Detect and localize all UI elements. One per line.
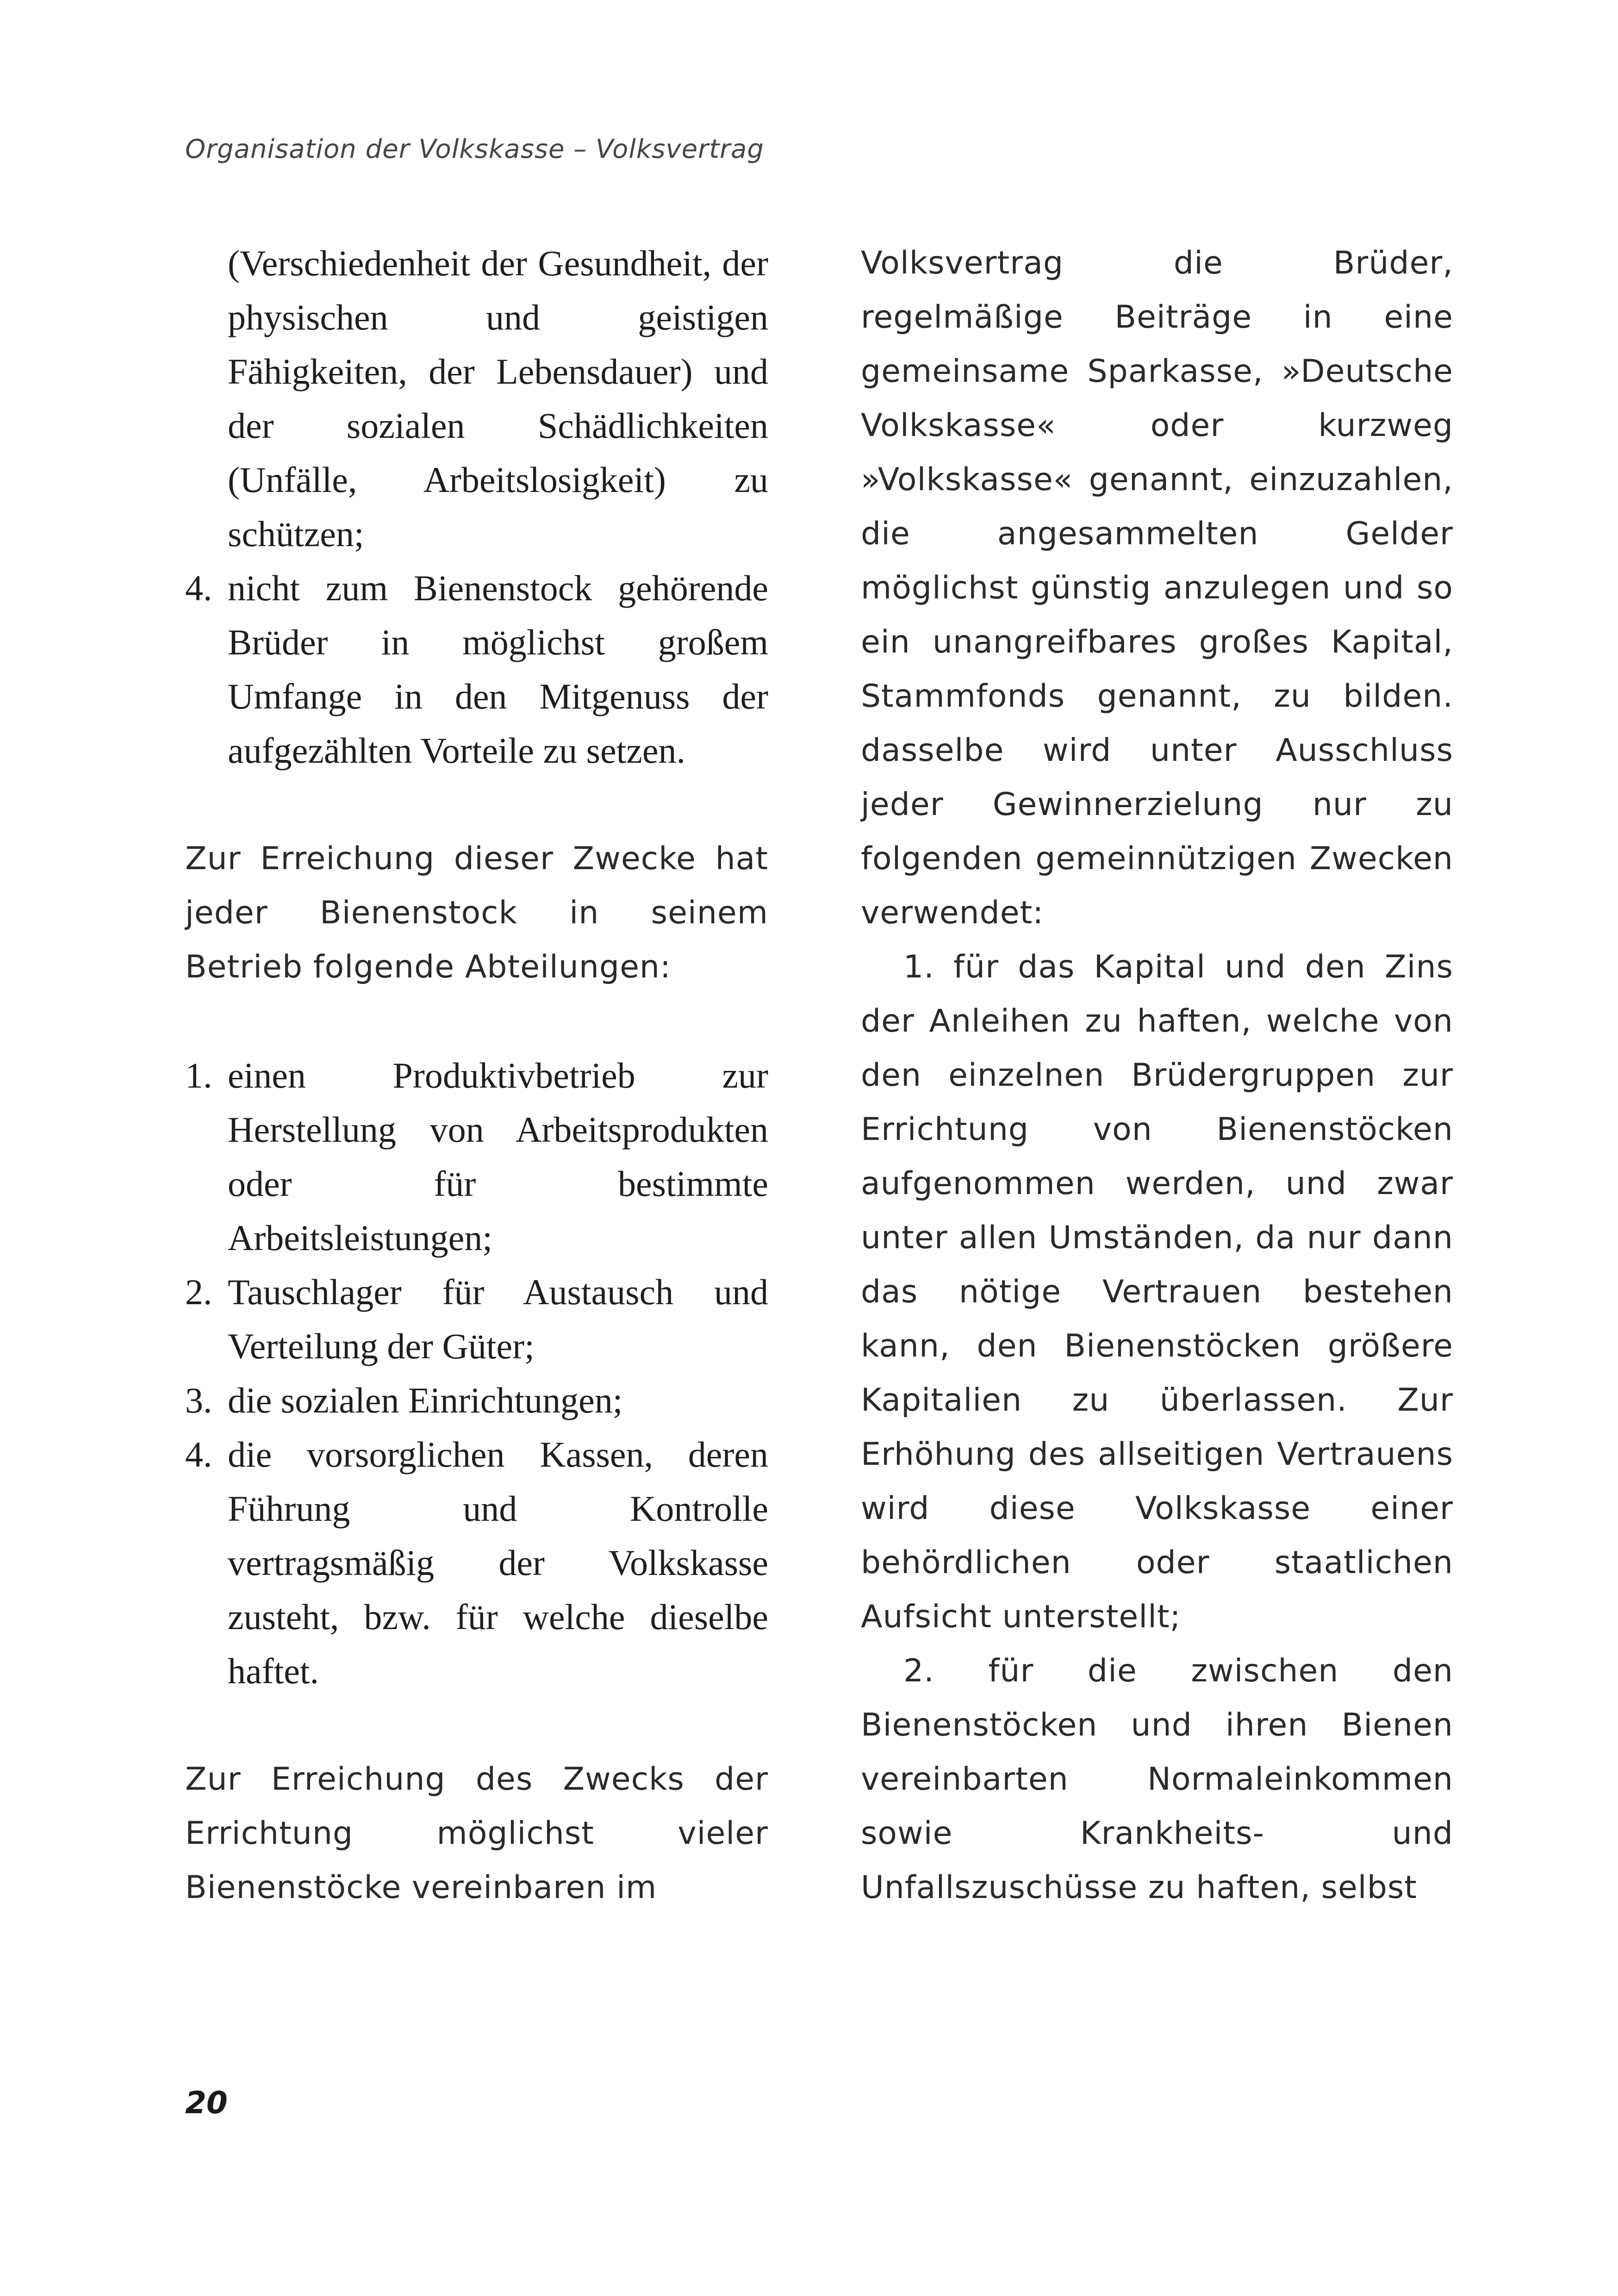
list-item-text: nicht zum Bienenstock gehörende Brüder in möglichst großem Umfange in den Mitgenuss der aufgezählten Vorteile zu setzen.	[228, 568, 768, 771]
paragraph-departments: Zur Erreichung dieser Zwecke hat jeder Bienenstock in seinem Betrieb folgende Abteilungen:	[185, 840, 768, 985]
list-item-text: einen Produktivbetrieb zur Herstellung von Arbeitsprodukten oder für bestimmte Arbeitsleistungen;	[228, 1055, 768, 1258]
left-column	[185, 236, 768, 1915]
list-item-number: 2.	[185, 1272, 212, 1312]
list-item-text: die sozialen Einrichtungen;	[228, 1380, 623, 1420]
paragraph-agreement: Zur Erreichung des Zwecks der Errichtung möglichst vieler Bienenstöcke vereinbaren im	[185, 1761, 768, 1906]
list-item	[185, 1373, 768, 1427]
right-column	[861, 236, 1453, 1915]
departments-list	[185, 1048, 768, 1698]
list-item-number: 1.	[185, 1055, 212, 1095]
list-item	[185, 1048, 768, 1265]
list-item-text: Tauschlager für Austausch und Verteilung der Güter;	[228, 1272, 768, 1366]
list-item-number: 4.	[185, 1434, 212, 1475]
running-header: Organisation der Volkskasse – Volksvertrag	[185, 134, 764, 164]
paragraph-volkskasse: Volksvertrag die Brüder, regelmäßige Beiträge in eine gemeinsame Sparkasse, »Deutsche Volkskasse« oder kurzweg »Volkskasse« genannt, einzuzahlen, die angesammelten Gelder möglichst günstig anzulegen und so ein unangreifbares großes Kapital, Stammfonds genannt, zu bilden. dasselbe wird unter Ausschluss jeder Gewinnerzielung nur zu folgenden gemeinnützigen Zwecken verwendet:	[861, 245, 1453, 931]
list-item-number: 4.	[185, 568, 212, 608]
paragraph-item-2: 2. für die zwischen den Bienenstöcken und ihren Bienen vereinbarten Normaleinkommen sowie Krankheits- und Unfallszuschüsse zu haften, selbst	[861, 1653, 1453, 1906]
list-item-number: 3.	[185, 1380, 212, 1420]
page-number: 20	[185, 2085, 228, 2121]
list-item-text: die vorsorglichen Kassen, deren Führung und Kontrolle vertragsmäßig der Volkskasse zusteht, bzw. für welche dieselbe haftet.	[228, 1434, 768, 1691]
list-item	[185, 1265, 768, 1373]
list-item	[185, 1427, 768, 1698]
paragraph-item-1: 1. für das Kapital und den Zins der Anleihen zu haften, welche von den einzelnen Brüdergruppen zur Errichtung von Bienenstöcken aufgenommen werden, und zwar unter allen Umständen, da nur dann das nötige Vertrauen bestehen kann, den Bienenstöcken größere Kapitalien zu überlassen. Zur Erhöhung des allseitigen Vertrauens wird diese Volkskasse einer behördlichen oder staatlichen Aufsicht unterstellt;	[861, 949, 1453, 1635]
list-item	[185, 561, 768, 778]
first-list	[185, 561, 768, 778]
list-continuation: (Verschiedenheit der Gesundheit, der physischen und geistigen Fähigkeiten, der Lebensdauer) und der sozialen Schädlichkeiten (Unfälle, Arbeitslosigkeit) zu schützen;	[228, 243, 768, 554]
